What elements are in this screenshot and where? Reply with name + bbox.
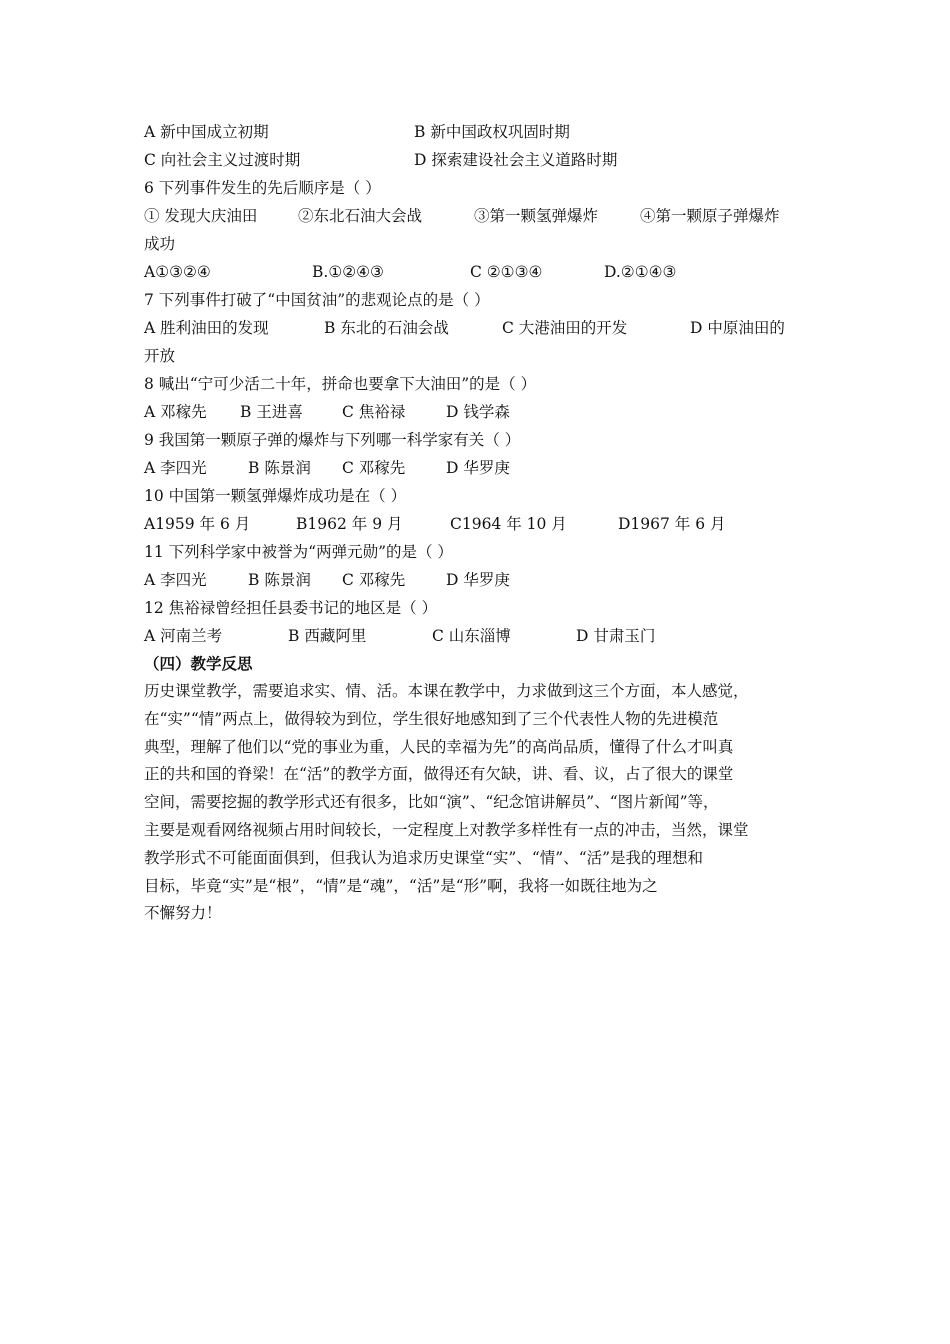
q8-option-b: B 王进喜 <box>240 403 303 421</box>
q10-option-a: A1959 年 6 月 <box>144 515 251 533</box>
q6-stem: 6 下列事件发生的先后顺序是（ ） <box>144 179 381 197</box>
q11-option-a: A 李四光 <box>144 571 207 589</box>
q7-option-b: B 东北的石油会战 <box>324 319 449 337</box>
q5-option-c: C 向社会主义过渡时期 <box>144 151 301 169</box>
q9-option-c: C 邓稼先 <box>342 459 406 477</box>
q12-option-d: D 甘肃玉门 <box>576 627 656 645</box>
reflection-line: 空间，需要挖掘的教学形式还有很多，比如“演”、“纪念馆讲解员”、“图片新闻”等， <box>144 793 719 812</box>
reflection-line: 主要是观看网络视频占用时间较长，一定程度上对教学多样性有一点的冲击，当然，课堂 <box>144 820 749 839</box>
q5-option-a: A 新中国成立初期 <box>144 123 269 141</box>
q9-option-b: B 陈景润 <box>248 459 311 477</box>
q11-stem: 11 下列科学家中被誉为“两弹元勋”的是（ ） <box>144 543 453 561</box>
reflection-line: 目标，毕竟“实”是“根”，“情”是“魂”，“活”是“形”啊，我将一如既往地为之 <box>144 876 658 895</box>
reflection-line: 教学形式不可能面面俱到，但我认为追求历史课堂“实”、“情”、“活”是我的理想和 <box>144 848 704 867</box>
q6-item-3: ③第一颗氢弹爆炸 <box>474 207 599 225</box>
q12-option-a: A 河南兰考 <box>144 627 223 645</box>
q6-option-c: C ②①③④ <box>470 263 543 281</box>
reflection-line: 典型，理解了他们以“党的事业为重，人民的幸福为先”的高尚品质，懂得了什么才叫真 <box>144 737 734 756</box>
q6-option-b: B.①②④③ <box>312 263 384 281</box>
q8-option-d: D 钱学森 <box>446 403 510 421</box>
q11-option-b: B 陈景润 <box>248 571 311 589</box>
q9-option-d: D 华罗庚 <box>446 459 510 477</box>
reflection-paragraph <box>144 678 808 928</box>
reflection-line: 历史课堂教学，需要追求实、情、活。本课在教学中，力求做到这三个方面，本人感觉， <box>144 682 749 700</box>
q6-item-4: ④第一颗原子弹爆炸 <box>640 207 780 225</box>
q6-option-d: D.②①④③ <box>604 263 677 281</box>
q6-option-a: A①③②④ <box>144 263 211 281</box>
q8-stem: 8 喊出“宁可少活二十年，拼命也要拿下大油田”的是（ ） <box>144 375 537 393</box>
q12-option-b: B 西藏阿里 <box>288 627 367 645</box>
q10-option-c: C1964 年 10 月 <box>450 515 567 533</box>
q11-option-c: C 邓稼先 <box>342 571 406 589</box>
q7-option-d: D 中原油田的 <box>690 319 785 337</box>
q7-options-cont: 开放 <box>144 347 176 365</box>
q8-option-a: A 邓稼先 <box>144 403 207 421</box>
q7-option-a: A 胜利油田的发现 <box>144 319 269 337</box>
q10-stem: 10 中国第一颗氢弹爆炸成功是在（ ） <box>144 487 407 505</box>
q7-stem: 7 下列事件打破了“中国贫油”的悲观论点的是（ ） <box>144 291 490 309</box>
q5-option-d: D 探索建设社会主义道路时期 <box>414 151 618 169</box>
q11-option-d: D 华罗庚 <box>446 571 510 589</box>
q7-option-c: C 大港油田的开发 <box>502 319 628 337</box>
q10-option-b: B1962 年 9 月 <box>296 515 403 533</box>
reflection-line: 不懈努力！ <box>144 904 222 923</box>
q9-stem: 9 我国第一颗原子弹的爆炸与下列哪一科学家有关（ ） <box>144 431 521 449</box>
q6-item-2: ②东北石油大会战 <box>298 207 423 225</box>
q12-stem: 12 焦裕禄曾经担任县委书记的地区是（ ） <box>144 599 438 617</box>
reflection-line: 正的共和国的脊梁！在“活”的教学方面，做得还有欠缺，讲、看、议，占了很大的课堂 <box>144 765 734 784</box>
q9-option-a: A 李四光 <box>144 459 207 477</box>
q5-option-b: B 新中国政权巩固时期 <box>414 123 570 141</box>
q10-option-d: D1967 年 6 月 <box>618 515 726 533</box>
reflection-line: 在“实”“情”两点上，做得较为到位，学生很好地感知到了三个代表性人物的先进模范 <box>144 709 719 728</box>
reflection-heading: （四）教学反思 <box>144 654 253 673</box>
q6-items-cont: 成功 <box>144 235 176 253</box>
q6-item-1: ① 发现大庆油田 <box>144 207 258 225</box>
q12-option-c: C 山东淄博 <box>432 627 511 645</box>
q8-option-c: C 焦裕禄 <box>342 403 406 421</box>
